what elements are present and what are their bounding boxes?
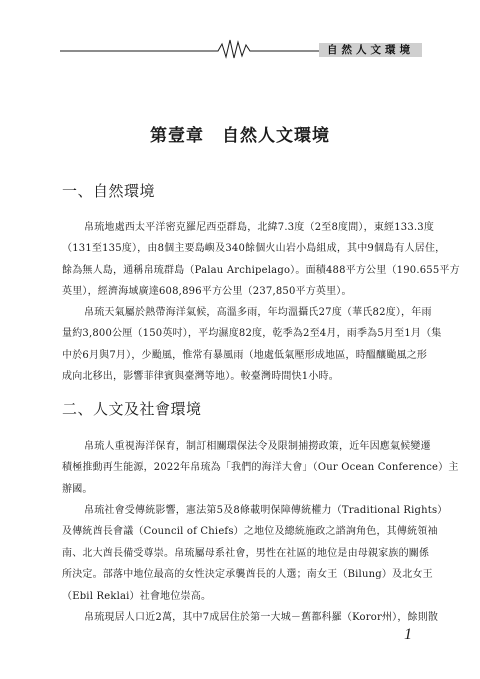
page-number: 1 — [404, 626, 412, 643]
paragraph-line: 成向北移出，影響菲律賓與臺灣等地）。較臺灣時間快1小時。 — [62, 371, 339, 383]
paragraph-line: 及傳統酋長會議（Council of Chiefs）之地位及總統施政之諮詢角色，其傳統領袖 — [62, 526, 438, 538]
paragraph-line: 餘為無人島，通稱帛琉群島（Palau Archipelago）。面積488平方公里（190.655平方 — [62, 264, 460, 276]
paragraph-line: 帛琉地處西太平洋密克羅尼西亞群島，北緯7.3度（2至8度間），東經133.3度 — [84, 222, 435, 233]
section-heading-society: 二、人文及社會環境 — [62, 400, 202, 418]
paragraph-population — [62, 607, 439, 628]
running-header-title: 自然人文環境 — [319, 43, 422, 57]
paragraph-tradition — [62, 500, 448, 607]
paragraph-line: 積極推動再生能源，2022年帛琉為「我們的海洋大會」（Our Ocean Conference）主 — [62, 462, 459, 474]
paragraph-line: 英里），經濟海域廣達608,896平方公里（237,850平方英里）。 — [62, 286, 352, 298]
running-header — [60, 36, 422, 60]
paragraph-line: 帛琉人重視海洋保育，制訂相關環保法令及限制捕撈政策，近年因應氣候變遷 — [84, 441, 431, 452]
paragraph-line: 南、北大酋長備受尊崇。帛琉屬母系社會，男性在社區的地位是由母親家族的關係 — [62, 547, 430, 559]
paragraph-line: 量約3,800公厘（150英吋），平均濕度82度，乾季為2至4月，雨季為5月至1月（集 — [62, 328, 442, 340]
paragraph-line: （131至135度），由8個主要島嶼及340餘個火山岩小島組成，其中9個島有人居住， — [62, 243, 446, 255]
paragraph-line: 帛琉天氣屬於熱帶海洋氣候，高溫多雨，年均溫攝氏27度（華氏82度），年雨 — [84, 307, 432, 318]
paragraph-line: 所決定。部落中地位最高的女性決定承襲酋長的人選；南女王（Bilung）及北女王 — [62, 569, 433, 581]
paragraph-line: 中於6月與7月），少颱風，惟常有暴風雨（地處低氣壓形成地區，時醞釀颱風之形 — [62, 349, 428, 361]
paragraph-line: 帛琉現居人口近2萬，其中7成居住於第一大城－舊都科羅（Koror州），餘則散 — [84, 612, 439, 623]
paragraph-climate — [62, 302, 442, 388]
paragraph-conservation — [62, 436, 459, 500]
paragraph-line: 帛琉社會受傳統影響，憲法第5及8條載明保障傳統權力（Traditional Rights） — [84, 505, 448, 516]
paragraph-line: 辦國。 — [62, 483, 93, 495]
paragraph-geography — [62, 217, 460, 303]
chapter-title: 第壹章 自然人文環境 — [150, 126, 330, 146]
section-heading-natural-environment: 一、自然環境 — [62, 182, 156, 200]
paragraph-line: （Ebil Reklai）社會地位崇高。 — [62, 590, 212, 602]
